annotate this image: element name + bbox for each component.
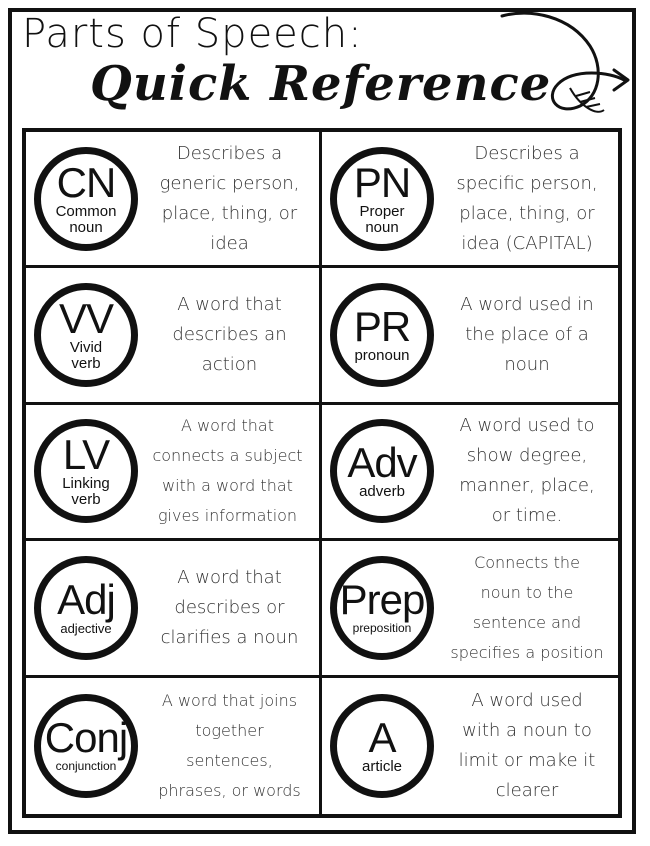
- card-common-noun: [26, 132, 322, 268]
- arrow-decoration-icon: [500, 6, 648, 146]
- card-adverb: [322, 405, 618, 541]
- badge-label: adjective: [60, 620, 112, 636]
- badge-circle: [34, 283, 138, 387]
- card-description: A word that joins together sentences, phrases, or words: [158, 690, 301, 800]
- badge-circle: [330, 147, 434, 251]
- badge-label: Vivid: [69, 339, 103, 357]
- badge-abbr: A: [368, 713, 396, 761]
- card-pronoun: [322, 268, 618, 404]
- badge-circle: [34, 419, 138, 523]
- parts-of-speech-grid: [22, 128, 622, 818]
- badge-abbr: Prep: [339, 575, 425, 623]
- badge-label: noun: [365, 218, 399, 236]
- badge-abbr: CN: [56, 158, 116, 206]
- badge-label: preposition: [352, 620, 412, 635]
- card-description: Connects the noun to the sentence and specifies a position: [450, 552, 604, 662]
- badge-circle: [34, 694, 138, 798]
- card-description: A word used with a noun to limit or make it clearer: [458, 689, 596, 801]
- badge-circle: [34, 556, 138, 660]
- card-description: Describes a generic person, place, thing, or idea: [159, 142, 300, 254]
- badge-abbr: Adv: [347, 439, 417, 487]
- card-linking-verb: [26, 405, 322, 541]
- badge-abbr: LV: [62, 431, 110, 479]
- badge-circle: [34, 147, 138, 251]
- card-adjective: [26, 541, 322, 677]
- badge-label: Common: [55, 202, 117, 220]
- badge-abbr: Adj: [57, 575, 115, 623]
- card-description: A word that describes an action: [172, 294, 287, 376]
- badge-circle: [330, 419, 434, 523]
- page-title: Quick Reference: [90, 56, 552, 112]
- badge-circle: [330, 694, 434, 798]
- card-description: A word used to show degree, manner, place, or time.: [459, 415, 595, 527]
- badge-circle: [330, 556, 434, 660]
- badge-label: Proper: [359, 202, 405, 220]
- card-description: A word that describes or clarifies a noun: [160, 566, 299, 648]
- badge-abbr: PN: [353, 158, 411, 206]
- badge-abbr: Conj: [44, 713, 128, 761]
- badge-abbr: VV: [58, 295, 114, 343]
- badge-label: verb: [71, 355, 101, 373]
- badge-abbr: PR: [353, 303, 411, 351]
- badge-label: conjunction: [55, 758, 117, 773]
- card-vivid-verb: [26, 268, 322, 404]
- badge-label: pronoun: [354, 347, 410, 365]
- card-description: Describes a specific person, place, thing, or idea (CAPITAL): [456, 142, 598, 254]
- card-article: [322, 678, 618, 814]
- title-line-1: Parts of Speech:: [22, 11, 363, 57]
- badge-label: verb: [71, 491, 101, 509]
- badge-label: article: [361, 757, 402, 775]
- card-description: A word that connects a subject with a word that gives information: [152, 416, 303, 526]
- card-description: A word used in the place of a noun: [460, 294, 594, 376]
- card-proper-noun: [322, 132, 618, 268]
- badge-circle: [330, 283, 434, 387]
- card-preposition: [322, 541, 618, 677]
- card-conjunction: [26, 678, 322, 814]
- badge-label: noun: [69, 218, 103, 236]
- badge-label: Linking: [62, 475, 110, 493]
- badge-label: adverb: [359, 483, 405, 501]
